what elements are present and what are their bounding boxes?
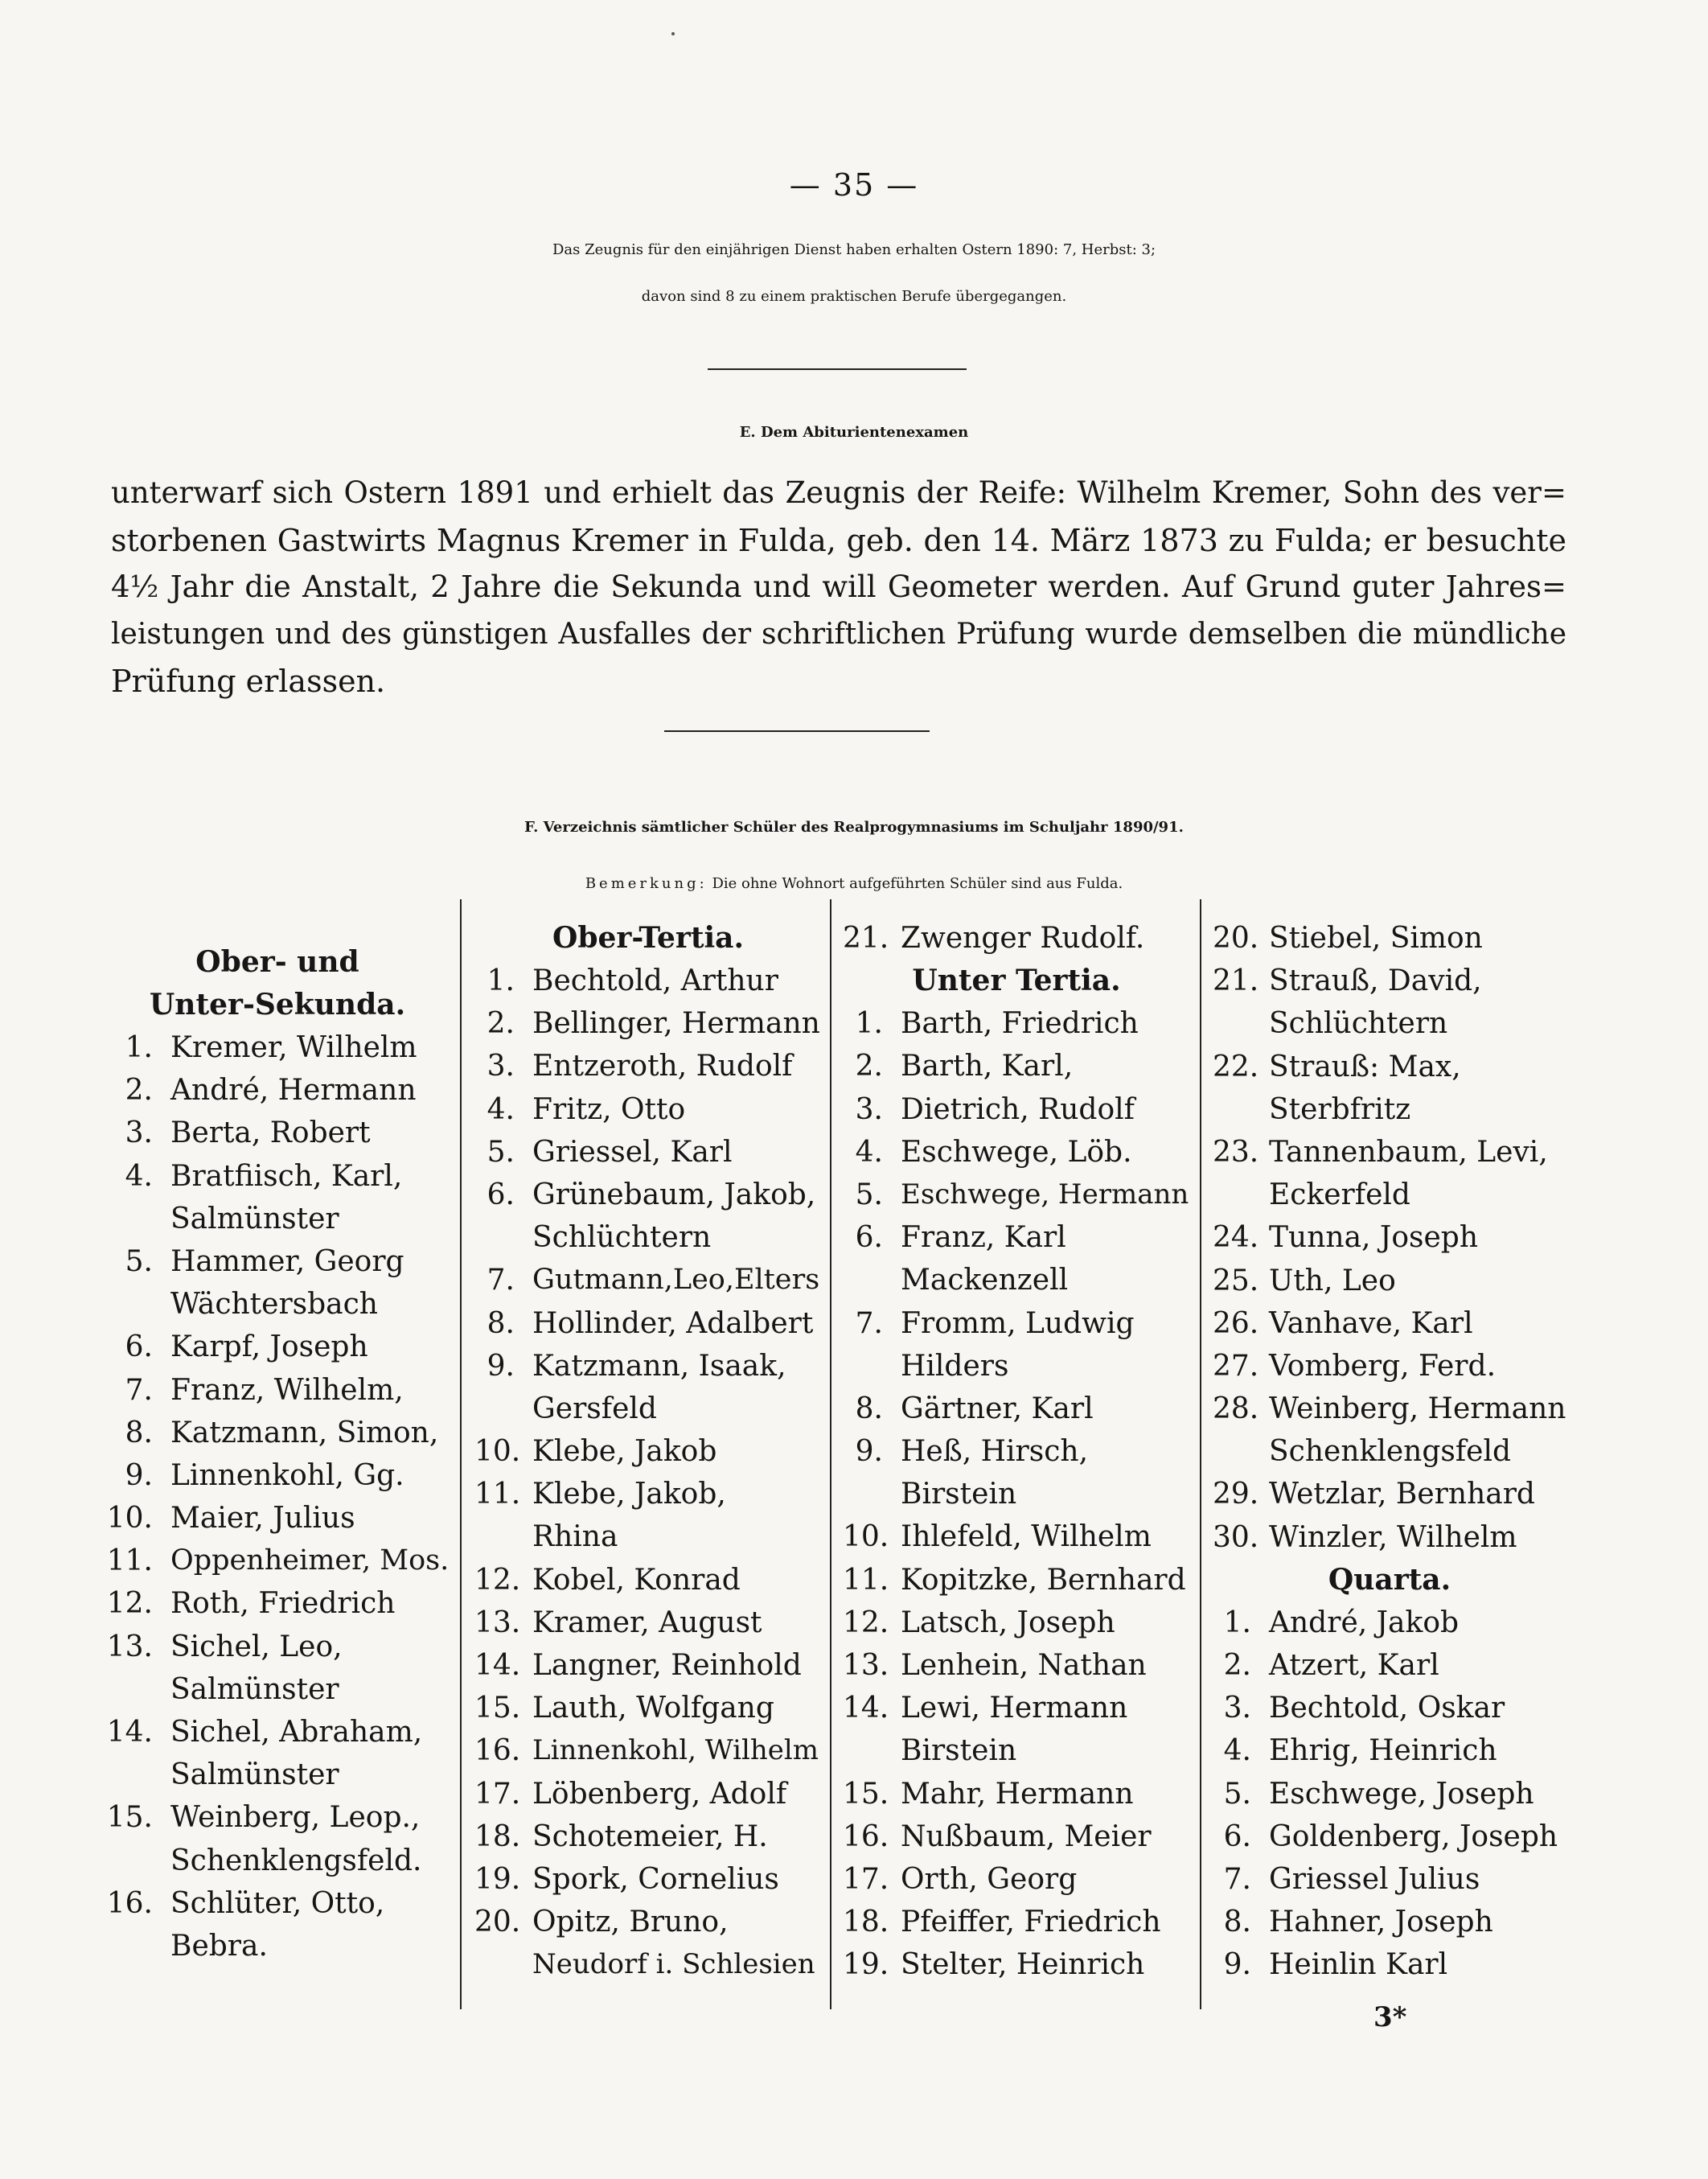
student-number: 12. bbox=[843, 1605, 889, 1639]
student-number: 18. bbox=[474, 1819, 521, 1853]
student-name: Oppenheimer, Mos. bbox=[170, 1544, 450, 1577]
student-number: 25. bbox=[1213, 1264, 1259, 1297]
section-e-heading: E. Dem Abiturientenexamen bbox=[739, 424, 969, 441]
student-name: Griessel, Karl bbox=[532, 1135, 733, 1169]
student-residence: Neudorf i. Schlesien bbox=[532, 1948, 815, 1981]
student-entry bbox=[1213, 1046, 1566, 1088]
student-number: 21. bbox=[843, 922, 889, 955]
section-f-heading: F. Verzeichnis sämtlicher Schüler des Realprogymnasiums im Schuljahr 1890/91. bbox=[524, 819, 1184, 836]
student-name: Linnenkohl, Wilhelm bbox=[532, 1734, 819, 1767]
student-number: 3. bbox=[487, 1050, 515, 1083]
student-residence: Birstein bbox=[901, 1478, 1017, 1511]
student-entry bbox=[1213, 1901, 1566, 1943]
student-name: Nußbaum, Meier bbox=[901, 1819, 1152, 1853]
student-name: Klebe, Jakob, bbox=[532, 1478, 726, 1511]
student-name: Grünebaum, Jakob, bbox=[532, 1178, 816, 1211]
student-name: Eschwege, Löb. bbox=[901, 1135, 1132, 1169]
student-name: Hahner, Joseph bbox=[1269, 1906, 1493, 1939]
student-name: Barth, Friedrich bbox=[901, 1007, 1139, 1041]
student-number: 3. bbox=[855, 1092, 883, 1126]
student-number: 8. bbox=[487, 1306, 515, 1340]
student-name: Stiebel, Simon bbox=[1269, 922, 1483, 955]
student-number: 2. bbox=[855, 1050, 883, 1083]
student-entry bbox=[105, 1369, 450, 1412]
student-entry bbox=[843, 1559, 1190, 1601]
student-entry bbox=[843, 1088, 1190, 1131]
student-entry bbox=[105, 1882, 450, 1925]
student-entry bbox=[843, 1687, 1190, 1729]
student-name: Eschwege, Hermann bbox=[901, 1178, 1189, 1211]
student-name: Uth, Leo bbox=[1269, 1264, 1396, 1297]
divider-rule bbox=[708, 368, 967, 370]
student-name: Griessel Julius bbox=[1269, 1862, 1480, 1896]
student-name: Heß, Hirsch, bbox=[901, 1435, 1089, 1469]
student-number: 15. bbox=[474, 1692, 521, 1725]
student-name: Dietrich, Rudolf bbox=[901, 1092, 1135, 1126]
student-name: Barth, Karl, bbox=[901, 1050, 1074, 1083]
class-heading: Unter Tertia. bbox=[912, 964, 1121, 998]
student-name: Franz, Karl bbox=[901, 1221, 1066, 1255]
student-residence: Gersfeld bbox=[532, 1392, 657, 1425]
student-number: 12. bbox=[106, 1587, 153, 1621]
student-number: 8. bbox=[1223, 1906, 1251, 1939]
student-entry bbox=[474, 1815, 822, 1858]
student-name: Kramer, August bbox=[532, 1605, 762, 1639]
student-number: 6. bbox=[487, 1178, 515, 1211]
student-name: Entzeroth, Rudolf bbox=[532, 1050, 793, 1083]
class-heading: Ober-Tertia. bbox=[552, 921, 745, 955]
student-number: 9. bbox=[487, 1349, 515, 1383]
student-number: 13. bbox=[106, 1630, 153, 1663]
student-entry bbox=[843, 1858, 1190, 1901]
remark-label: Bemerkung: bbox=[585, 875, 708, 892]
student-number: 11. bbox=[474, 1478, 521, 1511]
student-number: 5. bbox=[1223, 1777, 1251, 1811]
student-number: 2. bbox=[487, 1007, 515, 1041]
student-entry bbox=[1213, 1260, 1566, 1302]
student-number: 1. bbox=[1223, 1605, 1251, 1639]
student-residence: Bebra. bbox=[170, 1929, 268, 1963]
student-number: 10. bbox=[106, 1502, 153, 1536]
student-number: 26. bbox=[1213, 1306, 1259, 1340]
student-entry bbox=[105, 1026, 450, 1069]
student-name: André, Jakob bbox=[1269, 1605, 1460, 1639]
student-entry bbox=[843, 1216, 1190, 1259]
student-entry bbox=[474, 1773, 822, 1815]
section-e-paragraph bbox=[111, 470, 1566, 705]
student-entry bbox=[474, 1644, 822, 1687]
student-name: Spork, Cornelius bbox=[532, 1862, 779, 1896]
student-residence: Wächtersbach bbox=[170, 1288, 378, 1322]
student-number: 14. bbox=[843, 1692, 889, 1725]
student-residence: Hilders bbox=[901, 1349, 1009, 1383]
student-entry bbox=[105, 1112, 450, 1154]
student-entry bbox=[105, 1240, 450, 1283]
student-name: Linnenkohl, Gg. bbox=[170, 1458, 404, 1492]
student-entry bbox=[1213, 1516, 1566, 1559]
student-number: 6. bbox=[125, 1330, 153, 1364]
student-entry bbox=[1213, 1601, 1566, 1644]
student-entry bbox=[843, 1002, 1190, 1045]
student-residence: Rhina bbox=[532, 1520, 618, 1554]
student-entry bbox=[843, 1601, 1190, 1644]
student-column-4 bbox=[1213, 917, 1566, 1987]
student-number: 22. bbox=[1213, 1050, 1259, 1083]
student-number: 20. bbox=[474, 1906, 521, 1939]
student-name: Löbenberg, Adolf bbox=[532, 1777, 787, 1811]
student-name: Stelter, Heinrich bbox=[901, 1948, 1145, 1982]
student-number: 4. bbox=[487, 1092, 515, 1126]
student-name: Ihlefeld, Wilhelm bbox=[901, 1520, 1152, 1554]
student-entry bbox=[1213, 1345, 1566, 1388]
student-entry bbox=[843, 1515, 1190, 1558]
student-name: Lenhein, Nathan bbox=[901, 1649, 1147, 1682]
student-name: Weinberg, Hermann bbox=[1269, 1392, 1566, 1426]
student-entry bbox=[474, 1858, 822, 1901]
student-name: Sichel, Abraham, bbox=[170, 1716, 423, 1749]
student-entry bbox=[1213, 1388, 1566, 1430]
student-name: Ehrig, Heinrich bbox=[1269, 1734, 1497, 1768]
student-entry bbox=[843, 1302, 1190, 1345]
student-number: 11. bbox=[106, 1544, 153, 1578]
student-residence: Schenklengsfeld. bbox=[170, 1844, 422, 1877]
student-column-2 bbox=[474, 917, 822, 1987]
student-number: 20. bbox=[1213, 922, 1259, 955]
student-number: 29. bbox=[1213, 1478, 1259, 1511]
student-number: 2. bbox=[1223, 1649, 1251, 1682]
student-number: 1. bbox=[125, 1031, 153, 1064]
student-name: Winzler, Wilhelm bbox=[1269, 1520, 1517, 1554]
student-entry bbox=[1213, 1943, 1566, 1986]
student-entry bbox=[474, 1430, 822, 1473]
student-number: 9. bbox=[855, 1435, 883, 1469]
student-name: Latsch, Joseph bbox=[901, 1605, 1115, 1639]
student-name: Goldenberg, Joseph bbox=[1269, 1819, 1558, 1853]
student-entry bbox=[474, 1045, 822, 1087]
student-entry bbox=[474, 1473, 822, 1515]
student-name: André, Hermann bbox=[170, 1074, 417, 1108]
student-name: Kopitzke, Bernhard bbox=[901, 1563, 1186, 1597]
student-number: 4. bbox=[125, 1159, 153, 1193]
student-residence: Birstein bbox=[901, 1734, 1017, 1768]
student-number: 28. bbox=[1213, 1392, 1259, 1426]
remark-line bbox=[0, 875, 1708, 892]
student-entry bbox=[474, 1729, 822, 1772]
student-name: Tannenbaum, Levi, bbox=[1269, 1135, 1548, 1169]
student-entry bbox=[843, 1901, 1190, 1943]
student-entry bbox=[474, 1345, 822, 1388]
print-speck bbox=[671, 32, 675, 35]
student-name: Bratfiisch, Karl, bbox=[170, 1159, 403, 1193]
student-entry bbox=[843, 1045, 1190, 1087]
student-entry bbox=[1213, 1302, 1566, 1345]
student-entry bbox=[474, 1131, 822, 1174]
student-column-3 bbox=[843, 917, 1190, 1987]
student-number: 30. bbox=[1213, 1520, 1259, 1554]
student-name: Vomberg, Ferd. bbox=[1269, 1349, 1497, 1383]
student-entry bbox=[474, 1174, 822, 1216]
student-name: Katzmann, Simon, bbox=[170, 1416, 439, 1449]
student-name: Opitz, Bruno, bbox=[532, 1906, 729, 1939]
student-entry bbox=[843, 1773, 1190, 1815]
student-entry bbox=[474, 1302, 822, 1345]
student-residence: Eckerfeld bbox=[1269, 1178, 1410, 1212]
student-entry bbox=[474, 1088, 822, 1131]
student-number: 24. bbox=[1213, 1221, 1259, 1255]
student-name: Fritz, Otto bbox=[532, 1092, 686, 1126]
student-entry bbox=[105, 1711, 450, 1753]
student-entry bbox=[1213, 1644, 1566, 1687]
student-number: 7. bbox=[125, 1373, 153, 1407]
student-name: Eschwege, Joseph bbox=[1269, 1777, 1534, 1811]
paragraph-line: 4½ Jahr die Anstalt, 2 Jahre die Sekunda und will Geometer werden. Auf Grund guter Jahres= bbox=[111, 569, 1566, 604]
student-entry bbox=[105, 1626, 450, 1668]
student-number: 10. bbox=[843, 1520, 889, 1554]
student-number: 15. bbox=[843, 1777, 889, 1811]
student-entry bbox=[843, 1943, 1190, 1986]
student-entry bbox=[105, 1069, 450, 1112]
class-heading: Unter-Sekunda. bbox=[149, 988, 406, 1022]
student-entry bbox=[1213, 1216, 1566, 1259]
student-name: Gärtner, Karl bbox=[901, 1392, 1094, 1425]
student-entry bbox=[843, 917, 1190, 960]
student-residence: Salmünster bbox=[170, 1758, 339, 1792]
student-number: 16. bbox=[106, 1886, 153, 1920]
student-entry bbox=[1213, 960, 1566, 1002]
student-name: Berta, Robert bbox=[170, 1116, 371, 1150]
student-number: 9. bbox=[125, 1458, 153, 1492]
student-number: 13. bbox=[474, 1605, 521, 1639]
student-number: 2. bbox=[125, 1074, 153, 1108]
student-name: Pfeiffer, Friedrich bbox=[901, 1906, 1161, 1939]
student-number: 10. bbox=[474, 1435, 521, 1469]
student-number: 27. bbox=[1213, 1349, 1259, 1383]
student-entry bbox=[1213, 1131, 1566, 1174]
student-residence: Schlüchtern bbox=[532, 1221, 712, 1255]
student-name: Kobel, Konrad bbox=[532, 1563, 741, 1597]
student-entry bbox=[1213, 1773, 1566, 1815]
student-entry bbox=[105, 1454, 450, 1497]
student-number: 14. bbox=[474, 1649, 521, 1682]
student-name: Bechtold, Oskar bbox=[1269, 1692, 1505, 1725]
student-column-1 bbox=[105, 941, 450, 1967]
column-divider bbox=[1200, 899, 1201, 2009]
student-number: 9. bbox=[1223, 1948, 1251, 1982]
student-entry bbox=[843, 1131, 1190, 1174]
paragraph-line: Prüfung erlassen. bbox=[111, 664, 386, 699]
student-name: Orth, Georg bbox=[901, 1862, 1078, 1896]
student-name: Strauß, David, bbox=[1269, 964, 1482, 998]
student-number: 16. bbox=[474, 1734, 521, 1768]
student-number: 3. bbox=[1223, 1692, 1251, 1725]
student-name: Schlüter, Otto, bbox=[170, 1886, 385, 1920]
student-number: 14. bbox=[106, 1716, 153, 1749]
student-number: 13. bbox=[843, 1649, 889, 1682]
student-number: 8. bbox=[125, 1416, 153, 1449]
student-name: Langner, Reinhold bbox=[532, 1649, 802, 1682]
student-number: 1. bbox=[487, 964, 515, 997]
student-number: 21. bbox=[1213, 964, 1259, 998]
student-number: 7. bbox=[487, 1264, 515, 1297]
student-name: Wetzlar, Bernhard bbox=[1269, 1478, 1535, 1511]
student-number: 6. bbox=[855, 1221, 883, 1255]
student-name: Gutmann,Leo,Elters bbox=[532, 1264, 820, 1297]
student-name: Fromm, Ludwig bbox=[901, 1306, 1135, 1340]
student-entry bbox=[474, 1687, 822, 1729]
student-number: 18. bbox=[843, 1906, 889, 1939]
student-entry bbox=[474, 1559, 822, 1601]
paragraph-line: unterwarf sich Ostern 1891 und erhielt das Zeugnis der Reife: Wilhelm Kremer, Sohn des ver= bbox=[111, 475, 1566, 510]
paragraph-line: leistungen und des günstigen Ausfalles der schriftlichen Prüfung wurde demselben die mündliche bbox=[111, 617, 1566, 651]
student-entry bbox=[1213, 1729, 1566, 1772]
student-entry bbox=[105, 1796, 450, 1839]
intro-line-1: Das Zeugnis für den einjährigen Dienst haben erhalten Ostern 1890: 7, Herbst: 3; bbox=[552, 241, 1156, 258]
student-name: Zwenger Rudolf. bbox=[901, 922, 1145, 955]
student-name: Tunna, Joseph bbox=[1269, 1221, 1479, 1255]
student-residence: Schenklengsfeld bbox=[1269, 1435, 1512, 1469]
student-number: 7. bbox=[1223, 1862, 1251, 1896]
student-number: 4. bbox=[1223, 1734, 1251, 1768]
student-entry bbox=[1213, 917, 1566, 960]
student-number: 11. bbox=[843, 1563, 889, 1597]
student-name: Maier, Julius bbox=[170, 1502, 355, 1536]
class-heading: Ober- und bbox=[195, 945, 359, 979]
column-divider bbox=[830, 899, 831, 2009]
student-residence: Salmünster bbox=[170, 1202, 339, 1235]
student-name: Sichel, Leo, bbox=[170, 1630, 343, 1663]
student-entry bbox=[843, 1430, 1190, 1473]
student-number: 4. bbox=[855, 1135, 883, 1169]
divider-rule bbox=[664, 730, 930, 732]
student-number: 7. bbox=[855, 1306, 883, 1340]
student-residence: Sterbfritz bbox=[1269, 1092, 1411, 1126]
student-number: 3. bbox=[125, 1116, 153, 1150]
student-name: Heinlin Karl bbox=[1269, 1948, 1448, 1982]
student-entry bbox=[843, 1644, 1190, 1687]
student-number: 12. bbox=[474, 1563, 521, 1597]
student-number: 19. bbox=[474, 1862, 521, 1896]
column-divider bbox=[460, 899, 462, 2009]
student-name: Kremer, Wilhelm bbox=[170, 1031, 417, 1064]
student-residence: Salmünster bbox=[170, 1672, 339, 1706]
student-number: 6. bbox=[1223, 1819, 1251, 1853]
signature-mark: 3* bbox=[1373, 2001, 1407, 2033]
student-number: 5. bbox=[855, 1178, 883, 1211]
student-entry bbox=[105, 1497, 450, 1540]
student-entry bbox=[105, 1326, 450, 1368]
student-entry bbox=[474, 1002, 822, 1045]
student-name: Mahr, Hermann bbox=[901, 1777, 1134, 1811]
student-entry bbox=[474, 1901, 822, 1943]
student-name: Strauß: Max, bbox=[1269, 1050, 1461, 1083]
student-name: Hammer, Georg bbox=[170, 1244, 404, 1278]
student-entry bbox=[105, 1155, 450, 1198]
class-heading: Quarta. bbox=[1328, 1562, 1451, 1597]
student-name: Schotemeier, H. bbox=[532, 1819, 768, 1853]
page-number: — 35 — bbox=[789, 167, 919, 203]
student-name: Bechtold, Arthur bbox=[532, 964, 778, 997]
student-entry bbox=[474, 1601, 822, 1644]
student-number: 23. bbox=[1213, 1135, 1259, 1169]
student-entry bbox=[474, 1259, 822, 1301]
student-entry bbox=[105, 1540, 450, 1582]
student-name: Bellinger, Hermann bbox=[532, 1007, 820, 1041]
student-name: Vanhave, Karl bbox=[1269, 1306, 1473, 1340]
student-number: 17. bbox=[474, 1777, 521, 1811]
student-residence: Schlüchtern bbox=[1269, 1007, 1448, 1041]
student-entry bbox=[105, 1412, 450, 1454]
student-entry bbox=[843, 1174, 1190, 1216]
student-entry bbox=[1213, 1815, 1566, 1858]
student-name: Roth, Friedrich bbox=[170, 1587, 396, 1621]
student-residence: Mackenzell bbox=[901, 1264, 1069, 1297]
student-name: Hollinder, Adalbert bbox=[532, 1306, 814, 1340]
student-number: 5. bbox=[125, 1244, 153, 1278]
student-name: Weinberg, Leop., bbox=[170, 1801, 421, 1835]
student-number: 1. bbox=[855, 1007, 883, 1041]
student-name: Katzmann, Isaak, bbox=[532, 1349, 786, 1383]
student-entry bbox=[1213, 1473, 1566, 1515]
student-number: 8. bbox=[855, 1392, 883, 1425]
student-entry bbox=[474, 960, 822, 1002]
student-number: 15. bbox=[106, 1801, 153, 1835]
student-number: 19. bbox=[843, 1948, 889, 1982]
student-entry bbox=[105, 1582, 450, 1625]
paragraph-line: storbenen Gastwirts Magnus Kremer in Fulda, geb. den 14. März 1873 zu Fulda; er besuchte bbox=[111, 522, 1566, 558]
student-number: 17. bbox=[843, 1862, 889, 1896]
student-entry bbox=[1213, 1687, 1566, 1729]
student-number: 5. bbox=[487, 1135, 515, 1169]
student-name: Klebe, Jakob bbox=[532, 1435, 717, 1469]
student-entry bbox=[843, 1388, 1190, 1430]
student-entry bbox=[843, 1815, 1190, 1858]
student-name: Karpf, Joseph bbox=[170, 1330, 368, 1364]
intro-line-2: davon sind 8 zu einem praktischen Berufe übergegangen. bbox=[641, 288, 1067, 305]
student-name: Atzert, Karl bbox=[1269, 1649, 1439, 1682]
student-name: Franz, Wilhelm, bbox=[170, 1373, 404, 1407]
remark-text: Die ohne Wohnort aufgeführten Schüler sind aus Fulda. bbox=[712, 875, 1123, 892]
student-name: Lewi, Hermann bbox=[901, 1692, 1128, 1725]
student-name: Lauth, Wolfgang bbox=[532, 1692, 774, 1725]
student-number: 16. bbox=[843, 1819, 889, 1853]
student-entry bbox=[1213, 1858, 1566, 1901]
